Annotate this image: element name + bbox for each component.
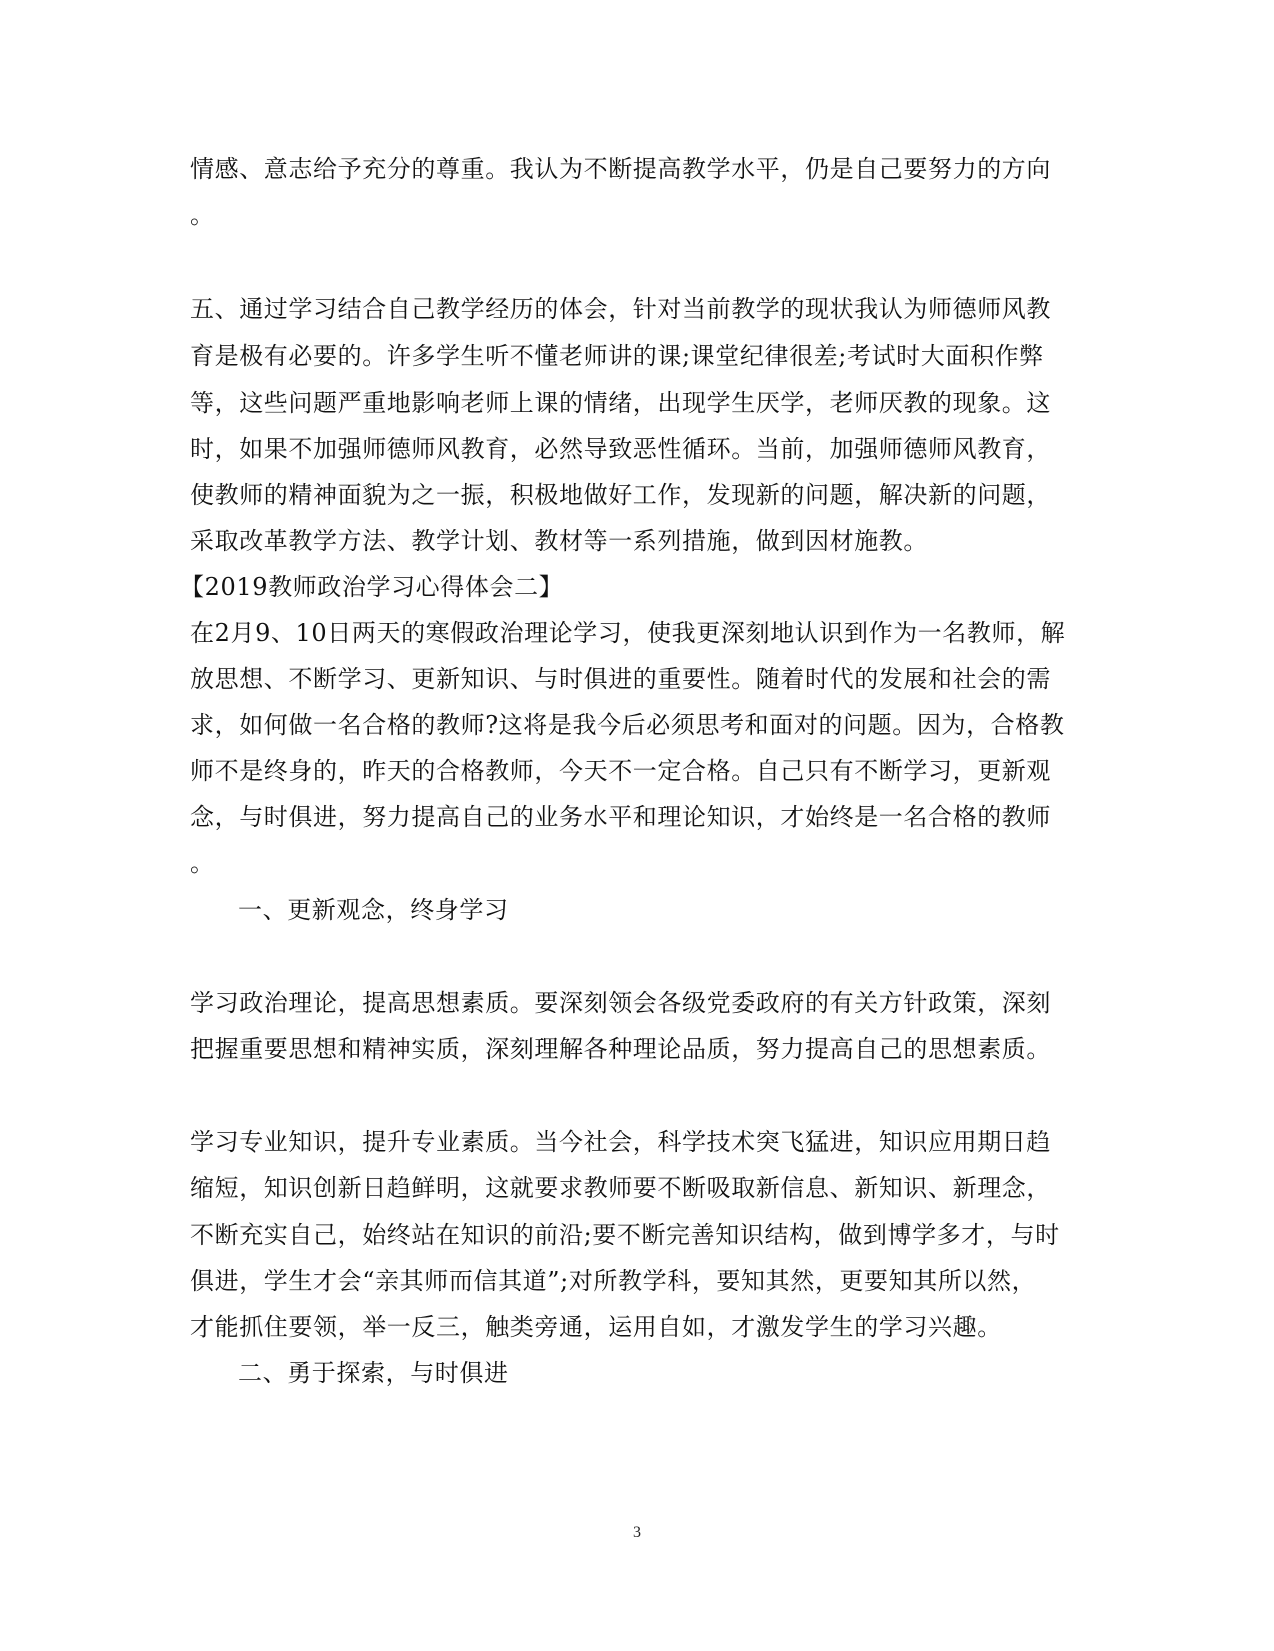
text-line: 。 [190, 849, 215, 877]
text-line: 缩短，知识创新日趋鲜明，这就要求教师要不断吸取新信息、新知识、新理念， [190, 1174, 1051, 1202]
text-line: 五、通过学习结合自己教学经历的体会，针对当前教学的现状我认为师德师风教 [190, 295, 1051, 323]
text-line: 时，如果不加强师德师风教育，必然导致恶性循环。当前，加强师德师风教育， [190, 435, 1051, 463]
text-line: 放思想、不断学习、更新知识、与时俱进的重要性。随着时代的发展和社会的需 [190, 665, 1051, 693]
section-heading: 【2019教师政治学习心得体会二】 [180, 573, 564, 601]
text-line: 俱进，学生才会“亲其师而信其道”;对所教学科，要知其然，更要知其所以然， [190, 1267, 1037, 1295]
text-line: 学习政治理论，提高思想素质。要深刻领会各级党委政府的有关方针政策，深刻 [190, 989, 1051, 1017]
subheading: 二、勇于探索，与时俱进 [238, 1359, 509, 1387]
text-line: 学习专业知识，提升专业素质。当今社会，科学技术突飞猛进，知识应用期日趋 [190, 1128, 1051, 1156]
text-line: 。 [190, 201, 215, 229]
text-line: 在2月9、10日两天的寒假政治理论学习，使我更深刻地认识到作为一名教师，解 [190, 619, 1066, 647]
text-line: 使教师的精神面貌为之一振，积极地做好工作，发现新的问题，解决新的问题， [190, 481, 1051, 509]
text-line: 采取改革教学方法、教学计划、教材等一系列措施，做到因材施教。 [190, 527, 928, 555]
page-number: 3 [633, 1524, 641, 1541]
text-line: 情感、意志给予充分的尊重。我认为不断提高教学水平，仍是自己要努力的方向 [190, 155, 1051, 183]
text-line: 求，如何做一名合格的教师?这将是我今后必须思考和面对的问题。因为，合格教 [190, 711, 1065, 739]
text-line: 才能抓住要领，举一反三，触类旁通，运用自如，才激发学生的学习兴趣。 [190, 1313, 1002, 1341]
text-line: 不断充实自己，始终站在知识的前沿;要不断完善知识结构，做到博学多才，与时 [190, 1221, 1060, 1249]
text-line: 把握重要思想和精神实质，深刻理解各种理论品质，努力提高自己的思想素质。 [190, 1035, 1051, 1063]
text-line: 等，这些问题严重地影响老师上课的情绪，出现学生厌学，老师厌教的现象。这 [190, 389, 1051, 417]
text-line: 念，与时俱进，努力提高自己的业务水平和理论知识，才始终是一名合格的教师 [190, 803, 1051, 831]
text-line: 师不是终身的，昨天的合格教师，今天不一定合格。自己只有不断学习，更新观 [190, 757, 1051, 785]
text-line: 育是极有必要的。许多学生听不懂老师讲的课;课堂纪律很差;考试时大面积作弊 [190, 342, 1044, 370]
subheading: 一、更新观念，终身学习 [238, 896, 509, 924]
